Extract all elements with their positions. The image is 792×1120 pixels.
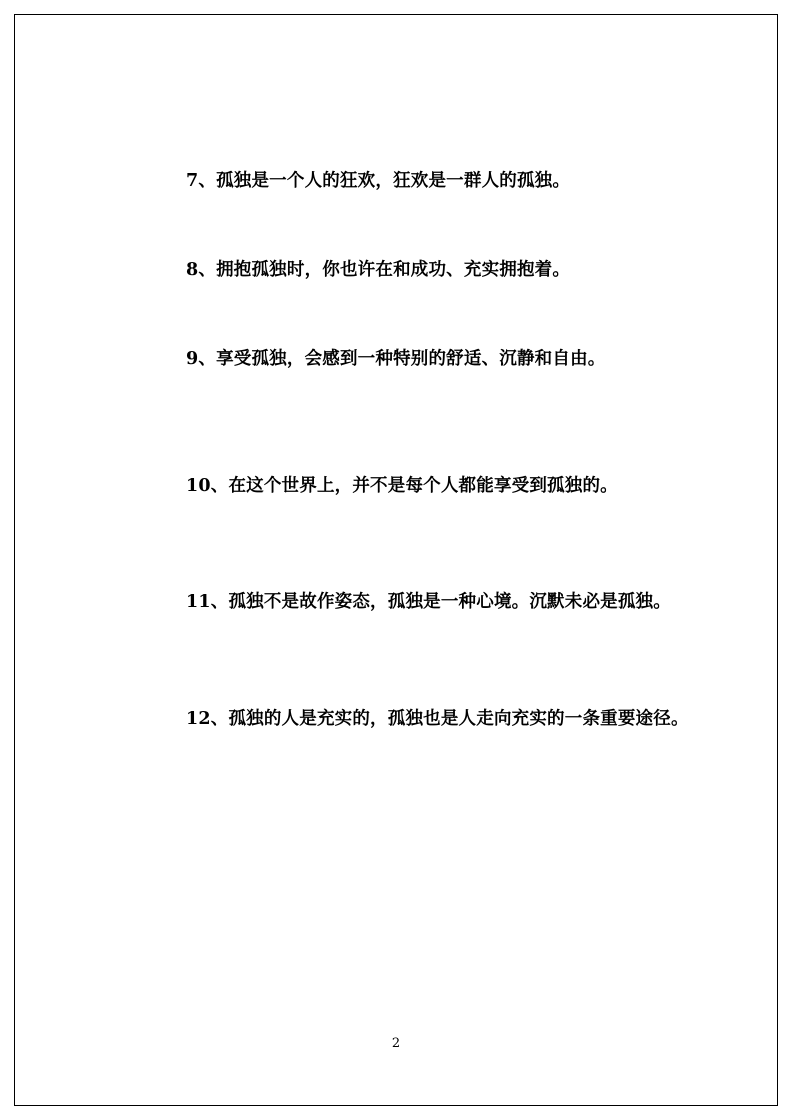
- paragraph-text: 10、在这个世界上，并不是每个人都能享受到孤独的。: [186, 476, 618, 497]
- paragraph-spacer: [112, 501, 692, 589]
- paragraph-item-12: [112, 706, 692, 733]
- paragraph-item-7: [112, 168, 692, 195]
- paragraph-text: 7、孤独是一个人的狂欢，狂欢是一群人的孤独。: [186, 171, 571, 191]
- paragraph-text: 9、享受孤独，会感到一种特别的舒适、沉静和自由。: [186, 349, 606, 370]
- paragraph-spacer: [112, 373, 692, 473]
- paragraph-text: 8、拥抱孤独时，你也许在和成功、充实拥抱着。: [186, 260, 571, 281]
- paragraph-item-10: [112, 473, 692, 500]
- paragraph-spacer: [112, 284, 692, 346]
- page-number: 2: [391, 1036, 401, 1051]
- paragraph-item-11: [112, 589, 692, 616]
- paragraph-spacer: [112, 195, 692, 257]
- paragraph-item-9: [112, 346, 692, 373]
- paragraph-text: 11、孤独不是故作姿态，孤独是一种心境。沉默未必是孤独。: [186, 591, 671, 612]
- paragraph-text: 12、孤独的人是充实的，孤独也是人走向充实的一条重要途径。: [186, 708, 689, 729]
- paragraph-spacer: [112, 616, 692, 706]
- paragraph-item-8: [112, 257, 692, 284]
- document-body: [112, 168, 692, 733]
